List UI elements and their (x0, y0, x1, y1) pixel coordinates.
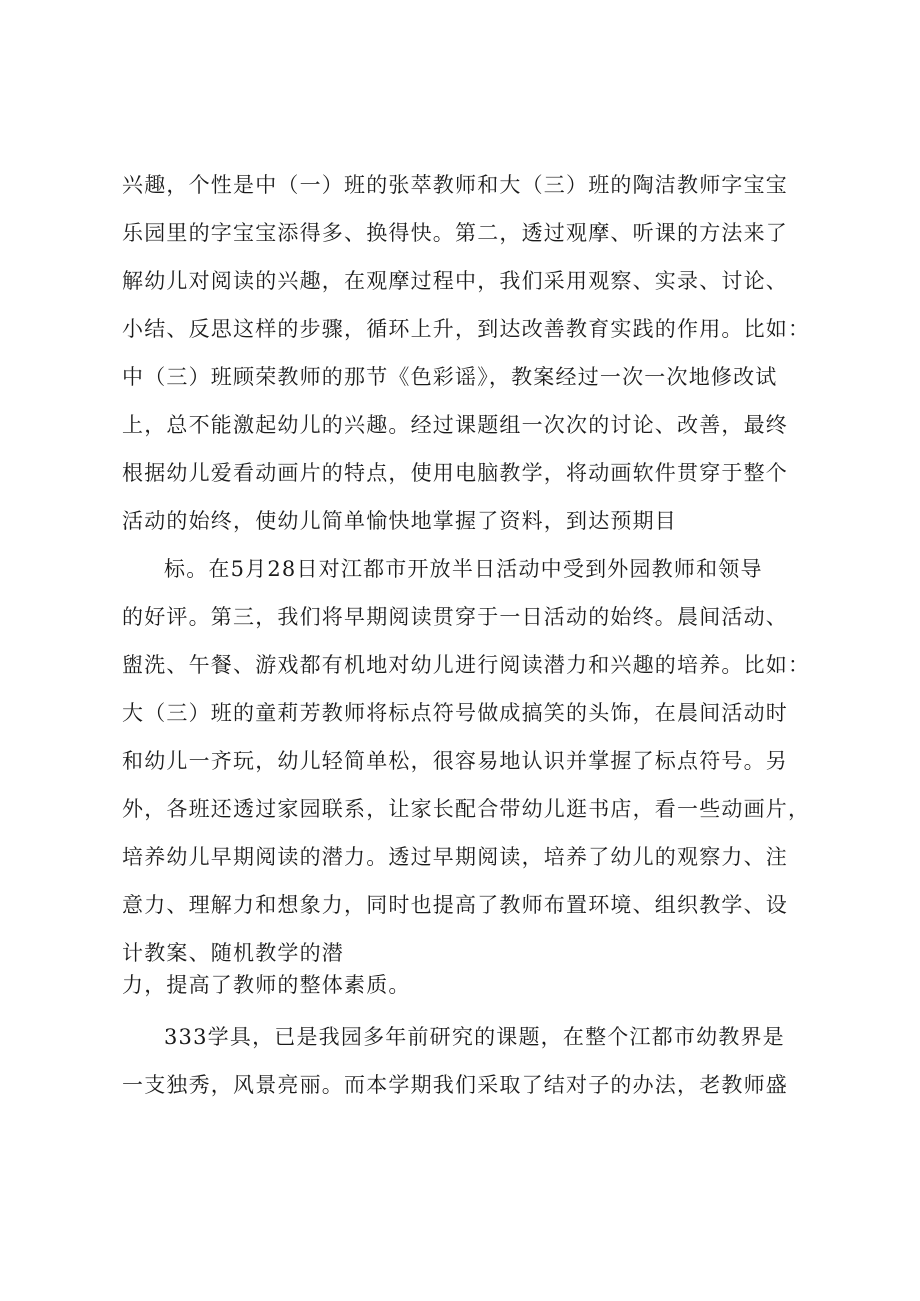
text-line: 小结、反思这样的步骤，循环上升，到达改善教育实践的作用。比如： (122, 317, 811, 341)
text-line: 兴趣，个性是中（一）班的张萃教师和大（三）班的陶洁教师字宝宝 (122, 173, 788, 197)
text-line: 333学具，已是我园多年前研究的课题，在整个江都市幼教界是 (164, 1025, 785, 1049)
text-line: 标。在5月28日对江都市开放半日活动中受到外园教师和领导 (164, 557, 763, 581)
text-line: 和幼儿一齐玩，幼儿轻简单松，很容易地认识并掌握了标点符号。另 (122, 749, 788, 773)
text-line: 一支独秀，风景亮丽。而本学期我们采取了结对子的办法，老教师盛 (122, 1073, 788, 1097)
text-line: 活动的始终，使幼儿简单愉快地掌握了资料，到达预期目 (122, 509, 677, 533)
text-line: 盥洗、午餐、游戏都有机地对幼儿进行阅读潜力和兴趣的培养。比如： (122, 653, 811, 677)
text-line: 中（三）班顾荣教师的那节《色彩谣》，教案经过一次一次地修改试 (122, 365, 778, 389)
text-line: 意力、理解力和想象力，同时也提高了教师布置环境、组织教学、设 (122, 893, 788, 917)
text-line: 上，总不能激起幼儿的兴趣。经过课题组一次次的讨论、改善，最终 (122, 413, 788, 437)
text-line: 大（三）班的童莉芳教师将标点符号做成搞笑的头饰，在晨间活动时 (122, 701, 788, 725)
text-line: 的好评。第三，我们将早期阅读贯穿于一日活动的始终。晨间活动、 (122, 605, 788, 629)
text-line: 培养幼儿早期阅读的潜力。透过早期阅读，培养了幼儿的观察力、注 (122, 845, 788, 869)
text-line: 外，各班还透过家园联系，让家长配合带幼儿逛书店，看一些动画片， (122, 797, 811, 821)
text-line: 计教案、随机教学的潜 (122, 941, 344, 965)
text-line: 解幼儿对阅读的兴趣，在观摩过程中，我们采用观察、实录、讨论、 (122, 269, 788, 293)
text-line: 乐园里的字宝宝添得多、换得快。第二，透过观摩、听课的方法来了 (122, 221, 788, 245)
text-line: 力，提高了教师的整体素质。 (122, 973, 411, 997)
text-line: 根据幼儿爱看动画片的特点，使用电脑教学，将动画软件贯穿于整个 (122, 461, 788, 485)
